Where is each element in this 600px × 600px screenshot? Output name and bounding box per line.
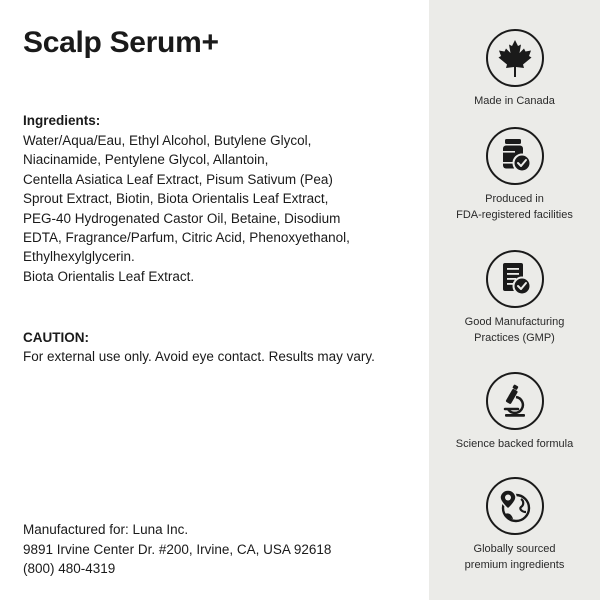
badge-made-in-canada	[429, 29, 600, 110]
ingredients-section	[23, 112, 423, 286]
ingredients-line: Water/Aqua/Eau, Ethyl Alcohol, Butylene Glycol,	[23, 133, 312, 148]
badge-science-backed	[429, 372, 600, 453]
ingredients-line: Niacinamide, Pentylene Glycol, Allantoin,	[23, 152, 269, 168]
badges-panel	[429, 0, 600, 600]
badge-gmp	[429, 250, 600, 346]
manufacturer-address: 9891 Irvine Center Dr. #200, Irvine, CA, USA 92618	[23, 541, 332, 557]
badge-label-line: Practices (GMP)	[474, 331, 555, 344]
maple-leaf-icon	[496, 38, 534, 78]
caution-section	[23, 329, 375, 366]
badge-label-line: premium ingredients	[464, 558, 565, 571]
badge-label-line: Globally sourced	[473, 543, 556, 555]
ingredients-line: EDTA, Fragrance/Parfum, Citric Acid, Phenoxyethanol,	[23, 230, 350, 246]
globe-pin-icon	[497, 488, 533, 524]
manufacturer-phone: (800) 480-4319	[23, 561, 116, 576]
ingredients-line: Biota Orientalis Leaf Extract.	[23, 268, 195, 284]
ingredients-line: Ethylhexylglycerin.	[23, 249, 135, 265]
jar-check-icon	[498, 138, 532, 174]
caution-heading: CAUTION:	[23, 330, 89, 345]
badge-circle	[486, 372, 544, 430]
microscope-icon	[498, 383, 532, 419]
ingredients-heading: Ingredients:	[23, 113, 101, 128]
ingredients-line: Centella Asiatica Leaf Extract, Pisum Sativum (Pea)	[23, 171, 333, 187]
badge-label-line: Good Manufacturing	[464, 316, 565, 328]
manufacturer-name: Manufactured for: Luna Inc.	[23, 522, 189, 537]
badge-label	[429, 192, 600, 223]
badge-fda-registered	[429, 127, 600, 223]
badge-circle	[486, 250, 544, 308]
document-check-icon	[498, 261, 532, 297]
badge-label	[429, 94, 600, 110]
badge-label-line: Made in Canada	[474, 95, 555, 107]
badge-label-line: Produced in	[485, 193, 544, 205]
badge-label	[429, 437, 600, 453]
caution-text: For external use only. Avoid eye contact. Results may vary.	[23, 349, 375, 364]
badge-label-line: FDA-registered facilities	[456, 208, 573, 221]
badge-label-line: Science backed formula	[455, 438, 574, 450]
badge-circle	[486, 477, 544, 535]
badge-label	[429, 542, 600, 573]
ingredients-line: PEG-40 Hydrogenated Castor Oil, Betaine, Disodium	[23, 210, 341, 226]
manufacturer-section	[23, 520, 331, 579]
badge-label	[429, 315, 600, 346]
badge-globally-sourced	[429, 477, 600, 573]
badge-circle	[486, 127, 544, 185]
product-title: Scalp Serum+	[23, 26, 219, 59]
ingredients-line: Sprout Extract, Biotin, Biota Orientalis Leaf Extract,	[23, 191, 329, 207]
badge-circle	[486, 29, 544, 87]
